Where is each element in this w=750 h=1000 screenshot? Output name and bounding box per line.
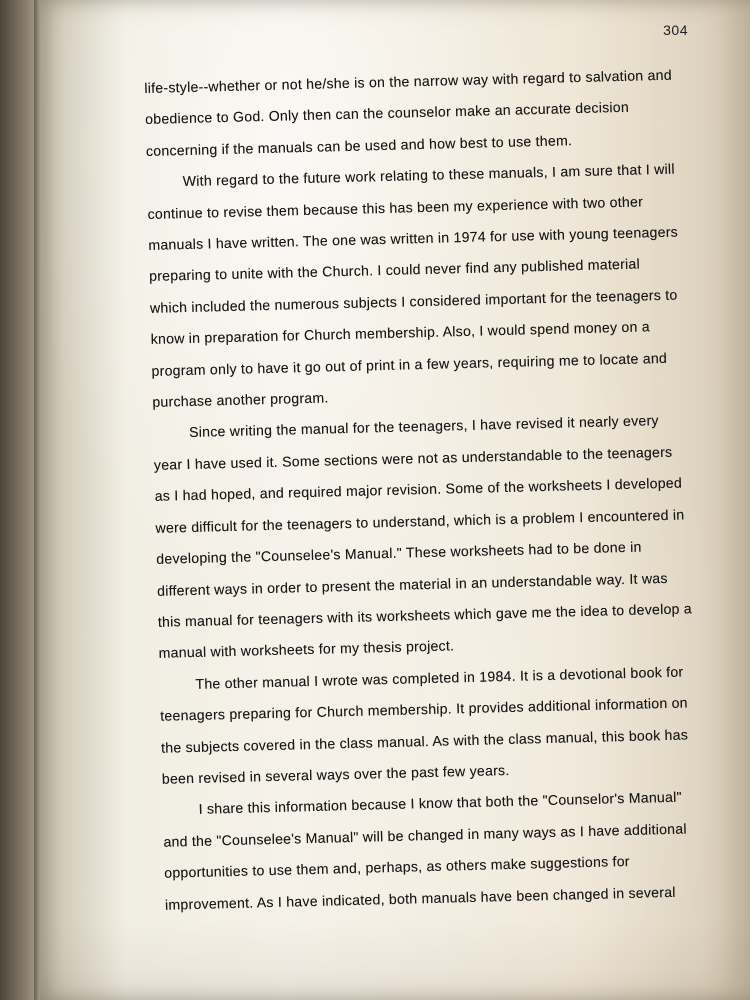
- paragraph-3: Since writing the manual for the teenagers, I have revised it nearly every year I have used it. Some sections were not as understandable to the teenagers as I had hoped, and required major revision. Some of the worksheets I developed were difficult for the teenagers to understand, which is a problem I encountered in developing the "Counselee's Manual." These worksheets had to be done in different ways in order to present the material in an understandable way. It was this manual for teenagers with its worksheets which gave me the idea to develop a manual with worksheets for my thesis project.: [153, 412, 693, 662]
- paragraph-1: life-style--whether or not he/she is on the narrow way with regard to salvation and obedience to God. Only then can the counselor make an accurate decision concerning if the manuals can be used and how best to use them.: [144, 66, 673, 159]
- paragraph-2: With regard to the future work relating to these manuals, I am sure that I will continue to revise them because this has been my experience with two other manuals I have written. The one was written in 1974 for use with young teenagers preparing to unite with the Church. I could never find any published material which included the numerous subjects I considered important for the teenagers to know in preparation for Church membership. Also, I would spend money on a program only to have it go out of print in a few years, requiring me to locate and purchase another program.: [147, 160, 679, 410]
- paragraph-4: The other manual I wrote was completed in 1984. It is a devotional book for teenagers preparing for Church membership. It provides additional information on the subjects covered in the class manual. As with the class manual, this book has been revised in several ways over the past few years.: [160, 663, 689, 787]
- body-text: [144, 58, 750, 921]
- page-number: 304: [663, 22, 688, 38]
- paragraph-5: I share this information because I know that both the "Counselor's Manual" and the "Counselee's Manual" will be changed in many ways as I have additional opportunities to use them and, perhaps, as others make suggestions for improvement. As I have indicated, both manuals have been changed in several: [163, 788, 687, 913]
- document-page: [40, 0, 750, 1000]
